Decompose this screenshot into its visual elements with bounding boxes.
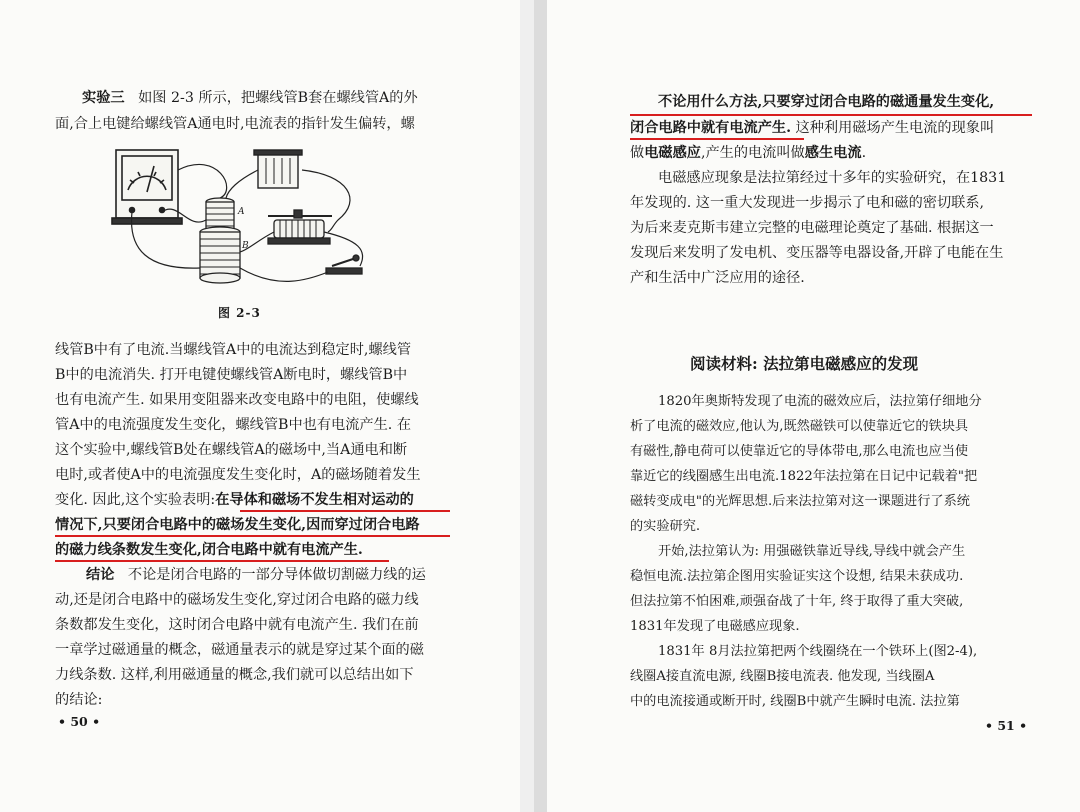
- red-underline: [55, 535, 450, 537]
- reading-line: 线圈A接直流电源, 线圈B接电流表. 他发现, 当线圈A: [630, 669, 935, 684]
- red-underline: [55, 560, 389, 562]
- battery-illustration: [254, 150, 302, 188]
- page-gutter: [520, 0, 534, 812]
- body-line: 条数都发生变化，这时闭合电路中就有电流产生. 我们在前: [55, 617, 419, 633]
- red-underline: [630, 138, 804, 140]
- body-line: 力线条数. 这样,利用磁通量的概念,我们就可以总结出如下: [55, 667, 414, 683]
- law-line3: 做电磁感应,产生的电流叫做感生电流.: [630, 145, 867, 161]
- experiment3-line2: 面,合上电键给螺线管A通电时,电流表的指针发生偏转，螺: [55, 116, 415, 132]
- highlighted-text: 在导体和磁场不发生相对运动的: [215, 492, 414, 508]
- law-line2: 闭合电路中就有电流产生. 这种利用磁场产生电流的现象叫: [630, 120, 995, 136]
- reading-line: 稳恒电流.法拉第企图用实验证实这个设想, 结果未获成功.: [630, 569, 964, 584]
- reading-line: 1820年奥斯特发现了电流的磁效应后，法拉第仔细地分: [658, 394, 982, 409]
- body-line: 电磁感应现象是法拉第经过十多年的实验研究，在1831: [658, 170, 1007, 186]
- figure-caption: 图 2-3: [218, 306, 261, 320]
- reading-line: 中的电流接通或断开时, 线圈B中就产生瞬时电流. 法拉第: [630, 694, 960, 709]
- body-line: 年发现的. 这一重大发现进一步揭示了电和磁的密切联系,: [630, 195, 985, 211]
- galvanometer-illustration: [112, 150, 182, 224]
- reading-line: 1831年发现了电磁感应现象.: [630, 619, 800, 634]
- reading-line: 1831年 8月法拉第把两个线圈绕在一个铁环上(图2-4),: [658, 644, 978, 659]
- reading-material-title: 阅读材料: 法拉第电磁感应的发现: [690, 354, 919, 373]
- highlight-line-3: 的磁力线条数发生变化,闭合电路中就有电流产生.: [55, 542, 363, 558]
- body-line: 这个实验中,螺线管B处在螺线管A的磁场中,当A通电和断: [55, 442, 408, 458]
- page-gutter-shadow: [534, 0, 547, 812]
- figure-2-3: [108, 140, 398, 300]
- body-line: 线管B中有了电流.当螺线管A中的电流达到稳定时,螺线管: [55, 342, 412, 358]
- body-line: 管A中的电流强度发生变化，螺线管B中也有电流产生. 在: [55, 417, 412, 433]
- solenoid-coils-illustration: [200, 198, 240, 283]
- body-line: 也有电流产生. 如果用变阻器来改变电路中的电阻，使螺线: [55, 392, 419, 408]
- reading-line: 开始,法拉第认为: 用强磁铁靠近导线,导线中就会产生: [658, 544, 966, 559]
- reading-line: 磁转变成电"的光辉思想.后来法拉第对这一课题进行了系统: [630, 494, 970, 509]
- coil-a-label: A: [238, 207, 245, 217]
- experiment3-line1: 实验三 如图 2-3 所示，把螺线管B套在螺线管A的外: [82, 90, 418, 106]
- page-number-left: • 50 •: [58, 714, 101, 729]
- reading-line: 靠近它的线圈感生出电流.1822年法拉第在日记中记载着"把: [630, 469, 978, 484]
- coil-b-label: B: [242, 241, 249, 251]
- reading-line: 但法拉第不怕困难,顽强奋战了十年, 终于取得了重大突破,: [630, 594, 964, 609]
- law-line1: 不论用什么方法,只要穿过闭合电路的磁通量发生变化,: [658, 94, 995, 110]
- body-line: 产和生活中广泛应用的途径.: [630, 270, 805, 286]
- key-switch-illustration: [326, 255, 362, 274]
- body-line: 发现后来发明了发电机、变压器等电器设备,开辟了电能在生: [630, 245, 1004, 261]
- red-underline: [630, 114, 1032, 116]
- highlighted-text: 闭合电路中就有电流产生.: [630, 120, 792, 136]
- body-line: 动,还是闭合电路中的磁场发生变化,穿过闭合电路的磁力线: [55, 592, 419, 608]
- term-electromagnetic-induction: 电磁感应: [644, 145, 701, 161]
- body-line: 为后来麦克斯韦建立完整的电磁理论奠定了基础. 根据这一: [630, 220, 994, 236]
- body-line: 电时,或者使A中的电流强度发生变化时，A的磁场随着发生: [55, 467, 421, 483]
- rheostat-illustration: [268, 210, 332, 244]
- conclusion-line1: 结论 不论是闭合电路的一部分导体做切割磁力线的运: [86, 567, 426, 583]
- highlight-line-1: 变化. 因此,这个实验表明:在导体和磁场不发生相对运动的: [55, 492, 414, 508]
- body-line: 一章学过磁通量的概念，磁通量表示的就是穿过某个面的磁: [55, 642, 424, 658]
- term-induced-current: 感生电流: [804, 145, 862, 161]
- reading-line: 有磁性,静电荷可以使靠近它的导体带电,那么电流也应当使: [630, 444, 969, 459]
- reading-line: 的实验研究.: [630, 519, 701, 534]
- body-line: B中的电流消失. 打开电键使螺线管A断电时，螺线管B中: [55, 367, 408, 383]
- conclusion-heading: 结论: [86, 567, 115, 583]
- red-underline: [240, 510, 450, 512]
- body-line: 的结论:: [55, 692, 103, 708]
- left-page: [0, 0, 520, 812]
- reading-line: 析了电流的磁效应,他认为,既然磁铁可以使靠近它的铁块具: [630, 419, 969, 434]
- highlight-line-2: 情况下,只要闭合电路中的磁场发生变化,因而穿过闭合电路: [55, 517, 420, 533]
- page-number-right: • 51 •: [985, 718, 1028, 733]
- experiment3-heading: 实验三: [82, 90, 125, 106]
